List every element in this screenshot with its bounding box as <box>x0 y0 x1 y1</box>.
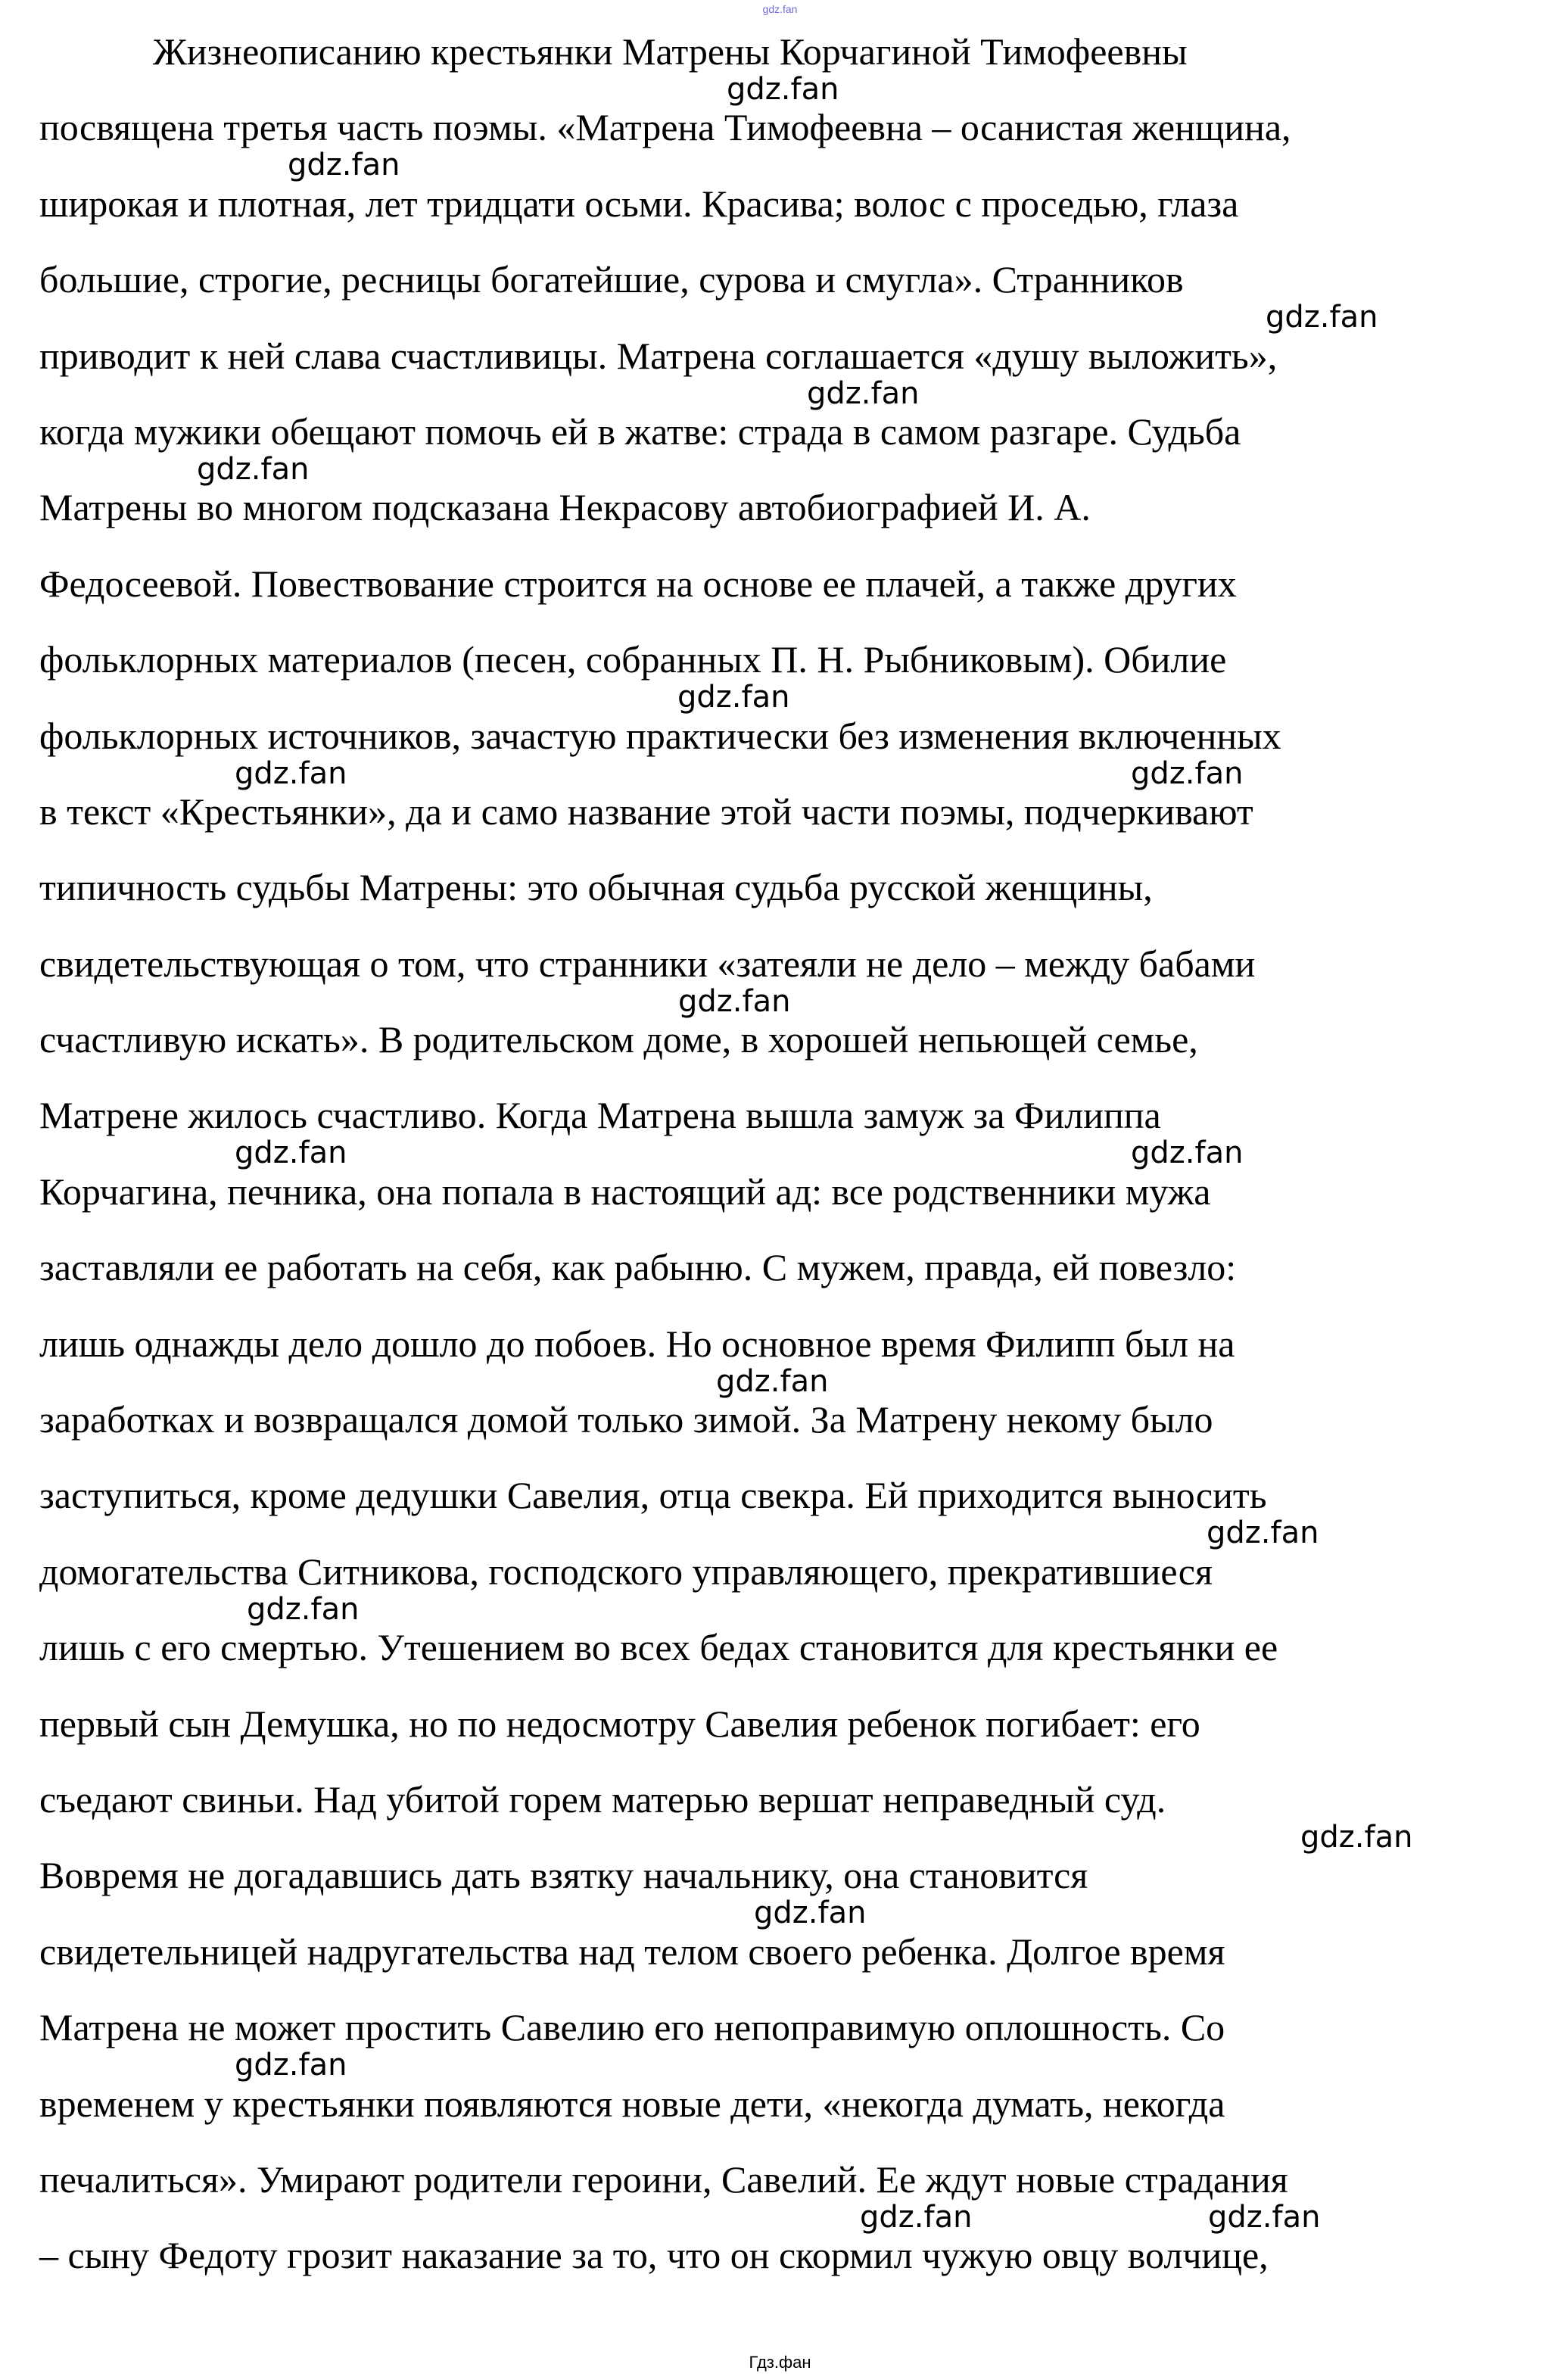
text-line: типичность судьбы Матрены: это обычная судьба русской женщины, <box>39 866 1153 909</box>
text-line: Матрена не может простить Савелию его непоправимую оплошность. Со <box>39 2006 1225 2049</box>
text-line: Жизнеописанию крестьянки Матрены Корчагиной Тимофеевны <box>153 30 1188 73</box>
text-line: посвящена третья часть поэмы. «Матрена Тимофеевна – осанистая женщина, <box>39 106 1291 149</box>
text-line: широкая и плотная, лет тридцати осьми. Красива; волос с проседью, глаза <box>39 182 1239 225</box>
watermark: gdz.fan <box>235 755 347 791</box>
text-line: Корчагина, печника, она попала в настоящий ад: все родственники мужа <box>39 1170 1211 1213</box>
watermark: gdz.fan <box>197 451 310 487</box>
document-body <box>39 30 1546 2310</box>
text-line: первый сын Демушка, но по недосмотру Савелия ребенок погибает: его <box>39 1702 1200 1745</box>
text-line: Федосеевой. Повествование строится на основе ее плачей, а также других <box>39 562 1237 605</box>
watermark: gdz.fan <box>807 375 920 411</box>
watermark: gdz.fan <box>247 1591 360 1627</box>
text-line: приводит к ней слава счастливицы. Матрена соглашается «душу выложить», <box>39 334 1278 377</box>
text-line: лишь однажды дело дошло до побоев. Но основное время Филипп был на <box>39 1322 1235 1365</box>
text-line: Матрене жилось счастливо. Когда Матрена вышла замуж за Филиппа <box>39 1094 1161 1137</box>
watermark: gdz.fan <box>1300 1819 1413 1855</box>
header-watermark: gdz.fan <box>762 3 798 15</box>
text-line: Вовремя не догадавшись дать взятку начальнику, она становится <box>39 1854 1088 1897</box>
watermark: gdz.fan <box>1207 1516 1319 1551</box>
text-line: печалиться». Умирают родители героини, Савелий. Ее ждут новые страдания <box>39 2157 1288 2201</box>
watermark: gdz.fan <box>727 72 839 107</box>
text-line: счастливую искать». В родительском доме, в хорошей непьющей семье, <box>39 1018 1198 1061</box>
page-footer: Гдз.фан <box>749 2353 811 2372</box>
text-line: заставляли ее работать на себя, как рабыню. С мужем, правда, ей повезло: <box>39 1246 1237 1289</box>
text-line: Матрены во многом подсказана Некрасову автобиографией И. А. <box>39 486 1091 529</box>
text-line: съедают свиньи. Над убитой горем матерью вершат неправедный суд. <box>39 1777 1166 1821</box>
watermark: gdz.fan <box>1131 1135 1244 1171</box>
watermark: gdz.fan <box>716 1363 829 1399</box>
watermark: gdz.fan <box>677 680 790 715</box>
watermark: gdz.fan <box>678 983 791 1019</box>
watermark: gdz.fan <box>235 1135 347 1171</box>
text-line: когда мужики обещают помочь ей в жатве: страда в самом разгаре. Судьба <box>39 410 1241 453</box>
text-line: заработках и возвращался домой только зимой. За Матрену некому было <box>39 1398 1213 1441</box>
text-line: свидетельствующая о том, что странники «затеяли не дело – между бабами <box>39 942 1256 985</box>
watermark: gdz.fan <box>860 2199 973 2235</box>
watermark: gdz.fan <box>288 148 400 183</box>
text-line: временем у крестьянки появляются новые дети, «некогда думать, некогда <box>39 2082 1225 2125</box>
text-line: фольклорных материалов (песен, собранных П. Н. Рыбниковым). Обилие <box>39 638 1227 681</box>
text-line: свидетельницей надругательства над телом своего ребенка. Долгое время <box>39 1930 1225 1973</box>
text-line: заступиться, кроме дедушки Савелия, отца свекра. Ей приходится выносить <box>39 1474 1267 1517</box>
text-line: – сыну Федоту грозит наказание за то, что он скормил чужую овцу волчице, <box>39 2234 1269 2277</box>
watermark: gdz.fan <box>1266 300 1378 335</box>
text-line: домогательства Ситникова, господского управляющего, прекратившиеся <box>39 1550 1213 1593</box>
watermark: gdz.fan <box>1131 755 1244 791</box>
watermark: gdz.fan <box>754 1896 867 1931</box>
watermark: gdz.fan <box>235 2048 347 2083</box>
text-line: лишь с его смертью. Утешением во всех бедах становится для крестьянки ее <box>39 1626 1278 1669</box>
watermark: gdz.fan <box>1208 2199 1321 2235</box>
text-line: в текст «Крестьянки», да и само название этой части поэмы, подчеркивают <box>39 790 1253 833</box>
text-line: фольклорных источников, зачастую практически без изменения включенных <box>39 714 1281 757</box>
text-line: большие, строгие, ресницы богатейшие, сурова и смугла». Странников <box>39 258 1184 301</box>
